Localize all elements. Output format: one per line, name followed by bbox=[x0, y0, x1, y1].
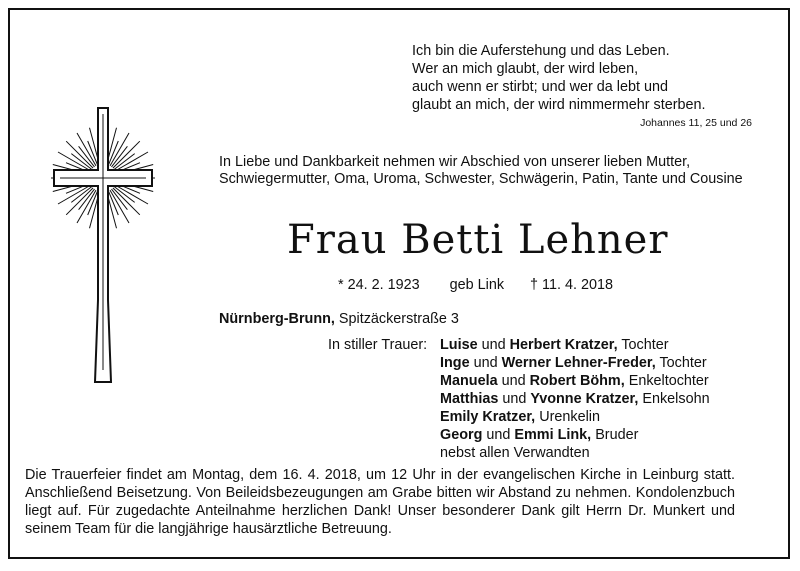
mourner-row bbox=[440, 390, 800, 408]
closing-text: Die Trauerfeier findet am Montag, dem 16. 4. 2018, um 12 Uhr in der evangelischen Kirche in Leinburg statt. Anschließend Beisetzung. Von Beileidsbezeugungen am Grabe bitten wir Abstand zu nehmen. Kondolenzbuch liegt auf. Für zugedachte Anteilnahme herzlichen Dank! Unser besonderer Dank gilt Herrn Dr. Munkert und seinem Team für die langjährige hausärztliche Betreuung. bbox=[25, 467, 735, 537]
maiden-name: geb Link bbox=[449, 277, 505, 293]
address-city: Nürnberg-Brunn, bbox=[219, 311, 335, 327]
mourner-name: Manuela bbox=[440, 373, 498, 389]
mourner-row bbox=[440, 372, 800, 390]
mourner-row bbox=[440, 426, 800, 444]
life-dates bbox=[338, 277, 638, 293]
verse-line: auch wenn er stirbt; und wer da lebt und bbox=[412, 79, 668, 95]
death-date: † 11. 4. 2018 bbox=[530, 277, 613, 293]
mourner-name: Robert Böhm, bbox=[529, 373, 625, 389]
mourner-relation: Urenkelin bbox=[539, 409, 600, 425]
intro-text: In Liebe und Dankbarkeit nehmen wir Abschied von unserer lieben Mutter, Schwiegermutter, Oma, Uroma, Schwester, Schwägerin, Patin, Tante und Cousine bbox=[219, 154, 743, 187]
mourner-name: Inge bbox=[440, 355, 470, 371]
mourner-name: Werner Lehner-Freder, bbox=[501, 355, 656, 371]
verse-line: glaubt an mich, der wird nimmermehr sterben. bbox=[412, 97, 706, 113]
mourner-connector: und bbox=[481, 337, 506, 353]
mourner-row bbox=[440, 336, 800, 354]
mourner-relation: Enkelsohn bbox=[642, 391, 710, 407]
verse-line: Wer an mich glaubt, der wird leben, bbox=[412, 61, 639, 77]
deceased-name: Frau Betti Lehner bbox=[287, 217, 669, 263]
mourner-connector: und bbox=[486, 427, 511, 443]
mourner-row bbox=[440, 354, 800, 372]
mourner-name: Yvonne Kratzer, bbox=[530, 391, 639, 407]
mourner-name: Luise bbox=[440, 337, 478, 353]
mourner-relation: Tochter bbox=[659, 355, 707, 371]
mourner-connector: und bbox=[501, 373, 526, 389]
mourner-relation: Tochter bbox=[621, 337, 669, 353]
mourner-connector: und bbox=[473, 355, 498, 371]
mourner-name: Matthias bbox=[440, 391, 499, 407]
bible-verse bbox=[412, 42, 752, 131]
address-street: Spitzäckerstraße 3 bbox=[338, 311, 459, 327]
address bbox=[219, 311, 459, 327]
mourners-footer: nebst allen Verwandten bbox=[440, 445, 590, 461]
mourner-name: Georg bbox=[440, 427, 483, 443]
verse-line: Ich bin die Auferstehung und das Leben. bbox=[412, 43, 670, 59]
mourner-relation: Enkeltochter bbox=[628, 373, 709, 389]
birth-date: * 24. 2. 1923 bbox=[338, 277, 420, 293]
mourner-name: Emmi Link, bbox=[514, 427, 592, 443]
mourner-name: Herbert Kratzer, bbox=[509, 337, 618, 353]
mourner-relation: Bruder bbox=[595, 427, 639, 443]
mourners-label: In stiller Trauer: bbox=[328, 337, 428, 353]
verse-reference: Johannes 11, 25 und 26 bbox=[640, 117, 752, 129]
mourner-name: Emily Kratzer, bbox=[440, 409, 536, 425]
mourner-row bbox=[440, 408, 800, 426]
mourners-list bbox=[440, 336, 800, 462]
cross-with-rays-icon bbox=[48, 100, 160, 400]
mourner-connector: und bbox=[502, 391, 527, 407]
